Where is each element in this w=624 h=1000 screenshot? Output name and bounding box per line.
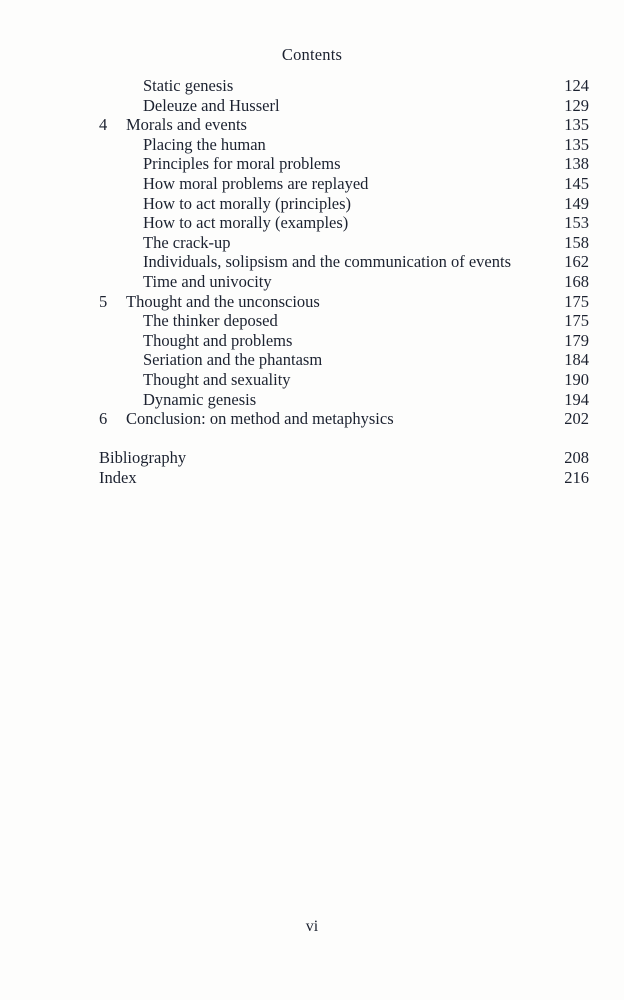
entry-page: 149	[564, 193, 589, 213]
toc-entry[interactable]	[99, 272, 589, 292]
entry-title: Time and univocity	[143, 271, 272, 291]
entry-page: 184	[564, 350, 589, 370]
toc-entry[interactable]	[99, 213, 589, 233]
entry-page: 208	[564, 448, 589, 468]
toc-entry[interactable]	[99, 252, 589, 272]
entry-title: The thinker deposed	[143, 311, 278, 331]
table-of-contents	[99, 76, 589, 487]
entry-page: 162	[564, 252, 589, 272]
chapter-title: Thought and the unconscious	[126, 291, 320, 311]
toc-entry[interactable]	[99, 194, 589, 214]
running-head: Contents	[281, 45, 343, 64]
entry-title: Thought and problems	[143, 330, 293, 350]
toc-entry[interactable]	[99, 233, 589, 253]
entry-page: 168	[564, 271, 589, 291]
chapter-title: Conclusion: on method and metaphysics	[126, 409, 394, 429]
toc-entry[interactable]	[99, 331, 589, 351]
toc-entry[interactable]	[99, 390, 589, 410]
entry-title: Thought and sexuality	[143, 369, 291, 389]
toc-chapter[interactable]	[99, 292, 589, 312]
entry-page: 124	[564, 76, 589, 95]
spacer	[99, 429, 589, 449]
toc-chapter[interactable]	[99, 409, 589, 429]
toc-entry[interactable]	[99, 76, 589, 96]
entry-page: 138	[564, 154, 589, 174]
entry-page: 179	[564, 330, 589, 350]
entry-page: 175	[564, 311, 589, 331]
entry-page: 190	[564, 369, 589, 389]
chapter-title: Morals and events	[126, 115, 247, 135]
entry-page: 153	[564, 213, 589, 233]
entry-title: How moral problems are replayed	[143, 173, 369, 193]
entry-page: 145	[564, 173, 589, 193]
toc-entry[interactable]	[99, 174, 589, 194]
toc-entry[interactable]	[99, 311, 589, 331]
toc-entry[interactable]	[99, 135, 589, 155]
toc-back-matter[interactable]	[99, 448, 589, 468]
toc-entry[interactable]	[99, 350, 589, 370]
entry-title: Individuals, solipsism and the communication of events	[143, 252, 511, 272]
entry-page: 194	[564, 389, 589, 409]
entry-title: Seriation and the phantasm	[143, 350, 323, 370]
entry-page: 135	[564, 115, 589, 135]
back-matter-title: Bibliography	[99, 448, 187, 468]
entry-title: Dynamic genesis	[143, 389, 257, 409]
entry-title: How to act morally (principles)	[143, 193, 352, 213]
chapter-number: 6	[99, 409, 108, 429]
page-number: vi	[305, 918, 319, 935]
entry-page: 135	[564, 134, 589, 154]
toc-chapter[interactable]	[99, 115, 589, 135]
entry-page: 202	[564, 409, 589, 429]
chapter-number: 5	[99, 291, 108, 311]
toc-back-matter[interactable]	[99, 468, 589, 488]
toc-entry[interactable]	[99, 154, 589, 174]
entry-title: Static genesis	[143, 76, 234, 95]
entry-page: 216	[564, 467, 589, 487]
entry-title: Deleuze and Husserl	[143, 95, 280, 115]
toc-entry[interactable]	[99, 96, 589, 116]
entry-title: How to act morally (examples)	[143, 213, 349, 233]
entry-title: Placing the human	[143, 134, 266, 154]
back-matter-title: Index	[99, 467, 137, 487]
chapter-number: 4	[99, 115, 108, 135]
entry-page: 158	[564, 232, 589, 252]
entry-page: 175	[564, 291, 589, 311]
entry-title: The crack-up	[143, 232, 231, 252]
entry-title: Principles for moral problems	[143, 154, 341, 174]
toc-entry[interactable]	[99, 370, 589, 390]
entry-page: 129	[564, 95, 589, 115]
